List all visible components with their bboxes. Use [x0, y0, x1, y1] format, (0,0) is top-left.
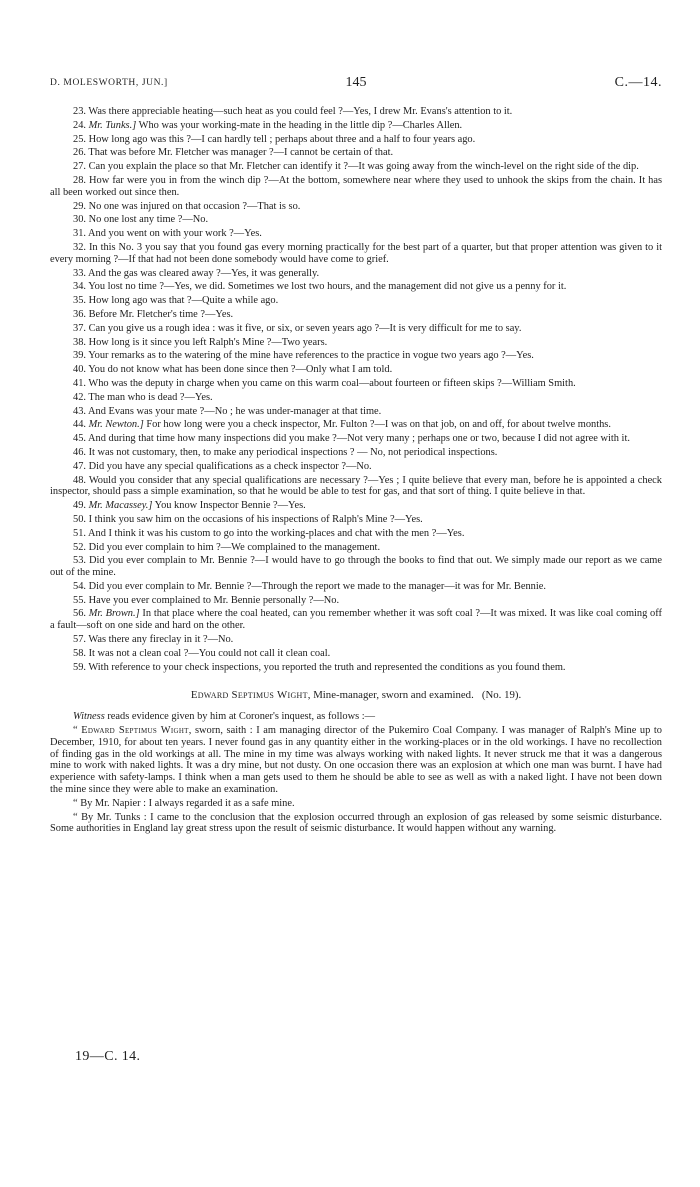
qa-item [50, 120, 662, 132]
evidence-intro [50, 711, 662, 723]
qa-text: Who was your working-mate in the heading in the little dip ?—Charles Allen. [138, 119, 463, 131]
document-body [50, 106, 662, 837]
page-number: 145 [345, 75, 367, 90]
qa-item: 57. Was there any fireclay in it ?—No. [73, 634, 234, 646]
qa-item: 27. Can you explain the place so that Mr. Fletcher can identify it ?—It was going away from the winch-level on the right side of the dip. [73, 161, 639, 173]
qa-item: 52. Did you ever complain to him ?—We complained to the management. [73, 541, 381, 553]
witness-header: D. MOLESWORTH, JUN.] [50, 78, 168, 88]
qa-item: 51. And I think it was his custom to go into the working-places and chat with the men ?—Yes. [73, 527, 465, 539]
witness-name: Edward Septimus Wight [190, 689, 308, 702]
document-code: C.—14. [614, 75, 662, 90]
qa-item: 26. That was before Mr. Fletcher was manager ?—I cannot be certain of that. [73, 147, 394, 159]
evidence-paragraph [50, 725, 662, 796]
witness-number: (No. 19). [481, 689, 522, 702]
qa-item: 36. Before Mr. Fletcher's time ?—Yes. [73, 308, 234, 320]
witness-description: , Mine-manager, sworn and examined. [307, 689, 474, 702]
qa-item: 32. In this No. 3 you say that you found gas every morning practically for the best part of a quarter, but that proper attention was given to it every morning ?—If that had not been done somebody would have come to grief. [50, 241, 662, 265]
qa-item [50, 500, 662, 512]
evidence-quote-open: “ [73, 725, 82, 737]
qa-number: 24. [73, 119, 86, 131]
qa-item: 59. With reference to your check inspections, you reported the truth and represented the conditions as you found them. [73, 661, 566, 673]
qa-item: 48. Would you consider that any special qualifications are necessary ?—Yes ; I quite believe that every man, before he is appointed a check inspector, should pass a simple examination, so that he would be able to test for gas, and that sort of thing. I quite believe in that. [50, 474, 662, 498]
qa-item: 43. And Evans was your mate ?—No ; he was under-manager at that time. [73, 405, 382, 417]
qa-item: 53. Did you ever complain to Mr. Bennie ?—I would have to go through the books to find that out. We simply made our report as we came out of the mine. [50, 555, 662, 579]
qa-number: 44. [73, 419, 86, 431]
qa-speaker: Mr. Tunks.] [88, 119, 137, 131]
qa-item: 55. Have you ever complained to Mr. Bennie personally ?—No. [73, 594, 340, 606]
qa-item: 58. It was not a clean coal ?—You could not call it clean coal. [73, 647, 331, 659]
qa-speaker: Mr. Newton.] [88, 419, 144, 431]
evidence-intro-text: reads evidence given by him at Coroner's inquest, as follows :— [104, 711, 375, 723]
qa-item: 37. Can you give us a rough idea : was it five, or six, or seven years ago ?—It is very difficult for me to say. [73, 322, 522, 334]
qa-item: 50. I think you saw him on the occasions of his inspections of Ralph's Mine ?—Yes. [73, 513, 423, 525]
qa-item [50, 419, 662, 431]
qa-speaker: Mr. Macassey.] [88, 500, 153, 512]
evidence-paragraph-napier: “ By Mr. Napier : I always regarded it as a safe mine. [73, 797, 295, 809]
qa-speaker: Mr. Brown.] [88, 608, 140, 620]
qa-item: 38. How long is it since you left Ralph's Mine ?—Two years. [73, 336, 328, 348]
qa-number: 56. [73, 608, 86, 620]
qa-item: 28. How far were you in from the winch dip ?—At the bottom, somewhere near where they used to unhook the skips from the chain. It has all been worked out since then. [50, 174, 662, 198]
qa-item: 54. Did you ever complain to Mr. Bennie ?—Through the report we made to the manager—it was for Mr. Bennie. [73, 580, 546, 592]
qa-item: 29. No one was injured on that occasion ?—That is so. [73, 200, 301, 212]
evidence-paragraph-text: , sworn, saith : I am managing director of the Pukemiro Coal Company. I was manager of Ralph's Mine up to December, 1910, for about ten years. I never found gas in any quantity either in the working-places or in the old workings. I have no recollection of finding gas in the old workings at all. The mine in my time was always working with naked lights. It never struck me that it was a dangerous mine to work with naked lights. It was a dry mine, but not dusty. On one occasion there was an explosion at which one man was burnt. I have had experience with safety-lamps. I think when a man gets used to them he should be able to see as well as with a naked light. I have not been down the mine since they were able to make an examination. [50, 725, 662, 796]
qa-number: 49. [73, 500, 86, 512]
qa-text: For how long were you a check inspector, Mr. Fulton ?—I was on that job, on and off, for about twelve months. [146, 419, 611, 431]
page-header [50, 76, 662, 92]
qa-item: 30. No one lost any time ?—No. [73, 214, 209, 226]
question-answer-list [50, 106, 662, 673]
qa-item: 46. It was not customary, then, to make any periodical inspections ? — No, not periodical inspections. [73, 446, 498, 458]
witness-heading [50, 690, 662, 702]
qa-item: 34. You lost no time ?—Yes, we did. Sometimes we lost two hours, and the management did not give us a penny for it. [73, 281, 567, 293]
qa-item: 42. The man who is dead ?—Yes. [73, 391, 213, 403]
signature-mark: 19—C. 14. [75, 1049, 141, 1064]
qa-item: 25. How long ago was this ?—I can hardly tell ; perhaps about three and a half to four years ago. [73, 133, 476, 145]
qa-item: 41. Who was the deputy in charge when you came on this warm coal—about fourteen or fifteen skips ?—William Smith. [73, 377, 576, 389]
qa-item: 40. You do not know what has been done since then ?—Only what I am told. [73, 364, 393, 376]
qa-item: 47. Did you have any special qualifications as a check inspector ?—No. [73, 460, 372, 472]
evidence-paragraph-tunks: “ By Mr. Tunks : I came to the conclusion that the explosion occurred through an explosion of gas released by some seismic disturbance. Some authorities in England lay great stress upon the result of seismic disturbance. It would happen without any warning. [50, 811, 662, 835]
qa-text: In that place where the coal heated, can you remember whether it was soft coal ?—It was mixed. It was like coal coming off a fault—soft on one side and hard on the other. [50, 608, 662, 632]
qa-item: 23. Was there appreciable heating—such heat as you could feel ?—Yes, I drew Mr. Evans's attention to it. [73, 106, 513, 117]
qa-item: 35. How long ago was that ?—Quite a while ago. [73, 295, 279, 307]
qa-item: 39. Your remarks as to the watering of the mine have references to the practice in vogue two years ago ?—Yes. [73, 350, 534, 362]
qa-item: 33. And the gas was cleared away ?—Yes, it was generally. [73, 267, 320, 279]
qa-item: 45. And during that time how many inspections did you make ?—Not very many ; perhaps one or two, because I did not agree with it. [73, 433, 630, 445]
qa-item: 31. And you went on with your work ?—Yes. [73, 228, 262, 240]
qa-text: You know Inspector Bennie ?—Yes. [154, 500, 306, 512]
evidence-intro-italic: Witness [73, 711, 105, 723]
evidence-witness-name: Edward Septimus Wight [81, 725, 189, 737]
qa-item [50, 608, 662, 632]
